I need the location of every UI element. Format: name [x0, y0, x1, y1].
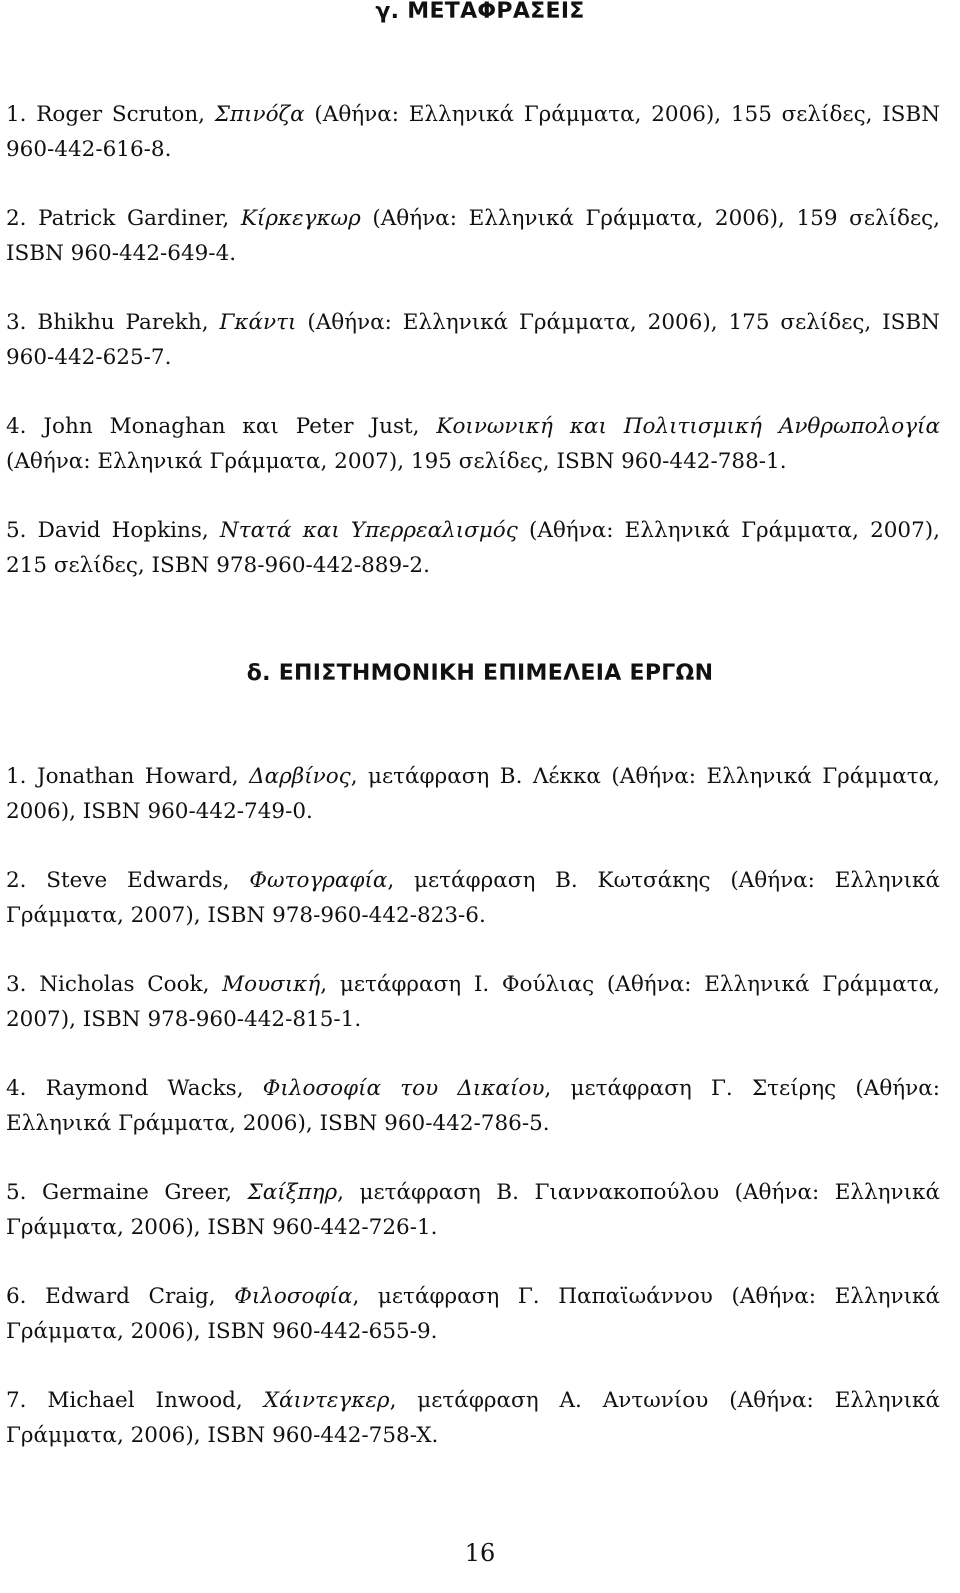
- entry-details: (Αθήνα: Ελληνικά Γράμματα, 2006), 175 σελίδες, ISBN 960-442-625-7.: [6, 310, 940, 370]
- entry-title: Ντατά και Υπερρεαλισμός: [219, 518, 518, 543]
- list-item: [6, 410, 940, 479]
- entry-author: 2. Steve Edwards,: [6, 868, 250, 893]
- entry-details: (Αθήνα: Ελληνικά Γράμματα, 2006), 155 σελίδες, ISBN 960-442-616-8.: [6, 102, 941, 162]
- entry-details: , μετάφραση Β. Γιαννακοπούλου (Αθήνα: Ελληνικά Γράμματα, 2006), ISBN 960-442-726-1.: [6, 1180, 941, 1240]
- entry-title: Μουσική: [222, 972, 321, 997]
- list-item: [6, 1176, 940, 1245]
- entry-author: 1. Roger Scruton,: [6, 102, 215, 127]
- entry-author: 4. John Monaghan και Peter Just,: [6, 414, 437, 439]
- entry-title: Σαίξπηρ: [247, 1180, 338, 1205]
- section-heading-translations: γ. ΜΕΤΑΦΡΑΣΕΙΣ: [375, 0, 585, 24]
- list-item: [6, 202, 940, 271]
- entry-details: , μετάφραση Β. Κωτσάκης (Αθήνα: Ελληνικά Γράμματα, 2007), ISBN 978-960-442-823-6.: [6, 868, 940, 928]
- entry-details: , μετάφραση Α. Αντωνίου (Αθήνα: Ελληνικά Γράμματα, 2006), ISBN 960-442-758-X.: [6, 1388, 940, 1448]
- entry-details: (Αθήνα: Ελληνικά Γράμματα, 2007), 215 σελίδες, ISBN 978-960-442-889-2.: [6, 518, 941, 578]
- translations-list: [6, 98, 940, 618]
- section-heading-editions: δ. ΕΠΙΣΤΗΜΟΝΙΚΗ ΕΠΙΜΕΛΕΙΑ ΕΡΓΩΝ: [246, 661, 714, 686]
- list-item: [6, 306, 940, 375]
- entry-title: Γκάντι: [219, 310, 297, 335]
- entry-author: 5. Germaine Greer,: [6, 1180, 248, 1205]
- list-item: [6, 968, 940, 1037]
- entry-title: Χάιντεγκερ: [263, 1388, 390, 1413]
- entry-details: , μετάφραση Γ. Παπαϊωάννου (Αθήνα: Ελληνικά Γράμματα, 2006), ISBN 960-442-655-9.: [6, 1284, 940, 1344]
- entry-title: Δαρβίνος: [249, 764, 351, 789]
- entry-title: Κοινωνική και Πολιτισμική Ανθρωπολογία: [436, 414, 940, 439]
- entry-author: 5. David Hopkins,: [6, 518, 220, 543]
- entry-author: 7. Michael Inwood,: [6, 1388, 264, 1413]
- entry-details: , μετάφραση Β. Λέκκα (Αθήνα: Ελληνικά Γράμματα, 2006), ISBN 960-442-749-0.: [6, 764, 940, 824]
- list-item: [6, 864, 940, 933]
- entry-details: , μετάφραση Γ. Στείρης (Αθήνα: Ελληνικά Γράμματα, 2006), ISBN 960-442-786-5.: [6, 1076, 940, 1136]
- entry-details: (Αθήνα: Ελληνικά Γράμματα, 2006), 159 σελίδες, ISBN 960-442-649-4.: [6, 206, 940, 266]
- entry-title: Φωτογραφία: [249, 868, 388, 893]
- entry-author: 3. Bhikhu Parekh,: [6, 310, 220, 335]
- entry-title: Κίρκεγκωρ: [240, 206, 361, 231]
- entry-author: 1. Jonathan Howard,: [6, 764, 250, 789]
- entry-author: 3. Nicholas Cook,: [6, 972, 223, 997]
- entry-details: , μετάφραση Ι. Φούλιας (Αθήνα: Ελληνικά Γράμματα, 2007), ISBN 978-960-442-815-1.: [6, 972, 940, 1032]
- entry-title: Φιλοσοφία: [234, 1284, 353, 1309]
- list-item: [6, 1072, 940, 1141]
- entry-title: Φιλοσοφία του Δικαίου: [262, 1076, 545, 1101]
- list-item: [6, 1280, 940, 1349]
- list-item: [6, 760, 940, 829]
- entry-author: 2. Patrick Gardiner,: [6, 206, 241, 231]
- list-item: [6, 1384, 940, 1453]
- entry-author: 6. Edward Craig,: [6, 1284, 235, 1309]
- entry-title: Σπινόζα: [214, 102, 305, 127]
- entry-author: 4. Raymond Wacks,: [6, 1076, 263, 1101]
- list-item: [6, 514, 940, 583]
- list-item: [6, 98, 940, 167]
- page-number: 16: [464, 1539, 496, 1567]
- editions-list: [6, 760, 940, 1488]
- entry-details: (Αθήνα: Ελληνικά Γράμματα, 2007), 195 σελίδες, ISBN 960-442-788-1.: [6, 448, 787, 474]
